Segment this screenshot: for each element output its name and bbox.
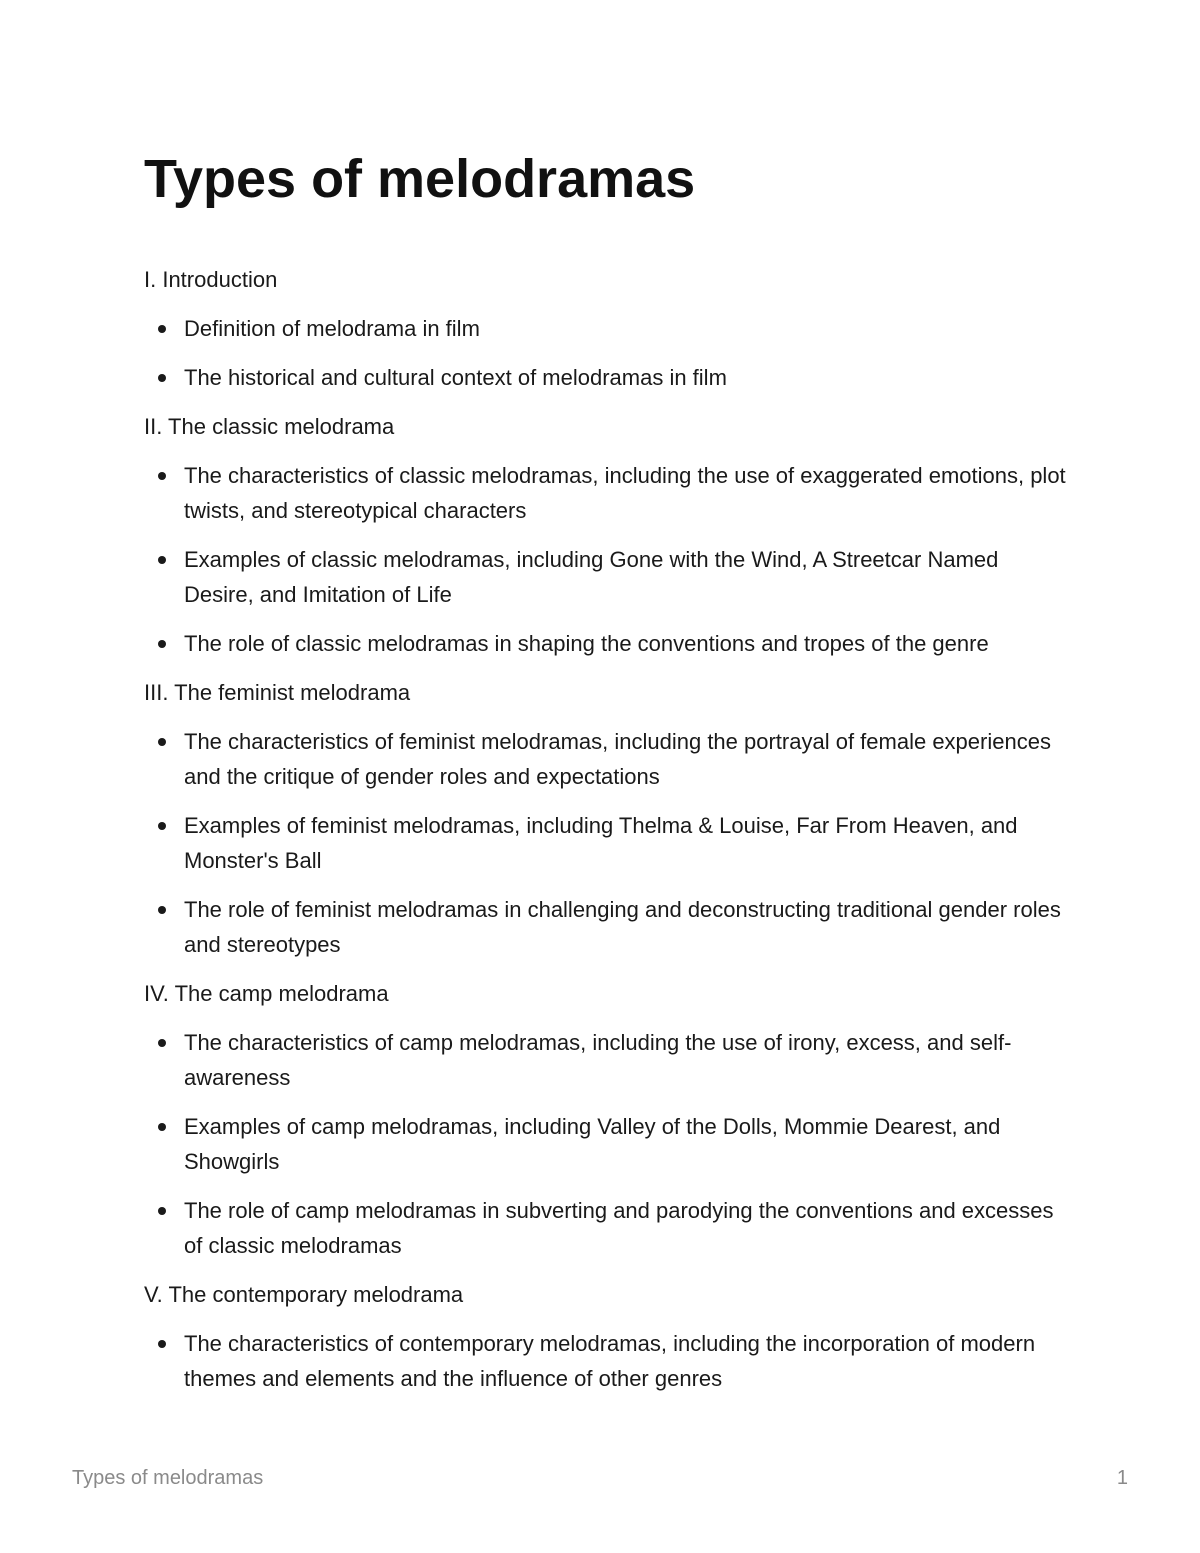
outline	[144, 262, 1074, 1396]
bullet-item	[144, 311, 1074, 346]
bullet-text: The characteristics of contemporary melodramas, including the incorporation of modern themes and elements and the influence of other genres	[184, 1331, 1036, 1391]
bullet-text: Examples of classic melodramas, including Gone with the Wind, A Streetcar Named Desire, and Imitation of Life	[184, 547, 999, 607]
bullet-dot-icon	[158, 556, 166, 564]
outline-section	[144, 976, 1074, 1263]
bullet-text: Examples of camp melodramas, including Valley of the Dolls, Mommie Dearest, and Showgirls	[184, 1114, 1001, 1174]
bullet-text: Definition of melodrama in film	[184, 316, 480, 341]
bullet-list	[144, 1025, 1074, 1263]
outline-section	[144, 1277, 1074, 1396]
footer-document-title: Types of melodramas	[72, 1467, 264, 1489]
bullet-text: The role of feminist melodramas in challenging and deconstructing traditional gender roles and stereotypes	[184, 897, 1061, 957]
bullet-item	[144, 1109, 1074, 1179]
bullet-dot-icon	[158, 1340, 166, 1348]
section-heading: III. The feminist melodrama	[144, 680, 411, 705]
bullet-text: The characteristics of camp melodramas, including the use of irony, excess, and self-awareness	[184, 1030, 1012, 1090]
footer-page-number: 1	[1116, 1467, 1128, 1489]
bullet-item	[144, 1326, 1074, 1396]
page-title: Types of melodramas	[144, 149, 696, 209]
bullet-dot-icon	[158, 738, 166, 746]
bullet-list	[144, 1326, 1074, 1396]
bullet-text: The historical and cultural context of melodramas in film	[184, 365, 727, 390]
document-body	[144, 140, 1074, 1396]
section-heading: V. The contemporary melodrama	[144, 1282, 464, 1307]
section-heading: II. The classic melodrama	[144, 414, 395, 439]
bullet-item	[144, 542, 1074, 612]
bullet-item	[144, 458, 1074, 528]
bullet-item	[144, 360, 1074, 395]
bullet-dot-icon	[158, 374, 166, 382]
section-heading: I. Introduction	[144, 267, 278, 292]
bullet-item	[144, 1025, 1074, 1095]
outline-section	[144, 409, 1074, 661]
bullet-dot-icon	[158, 1039, 166, 1047]
bullet-list	[144, 724, 1074, 962]
outline-section	[144, 262, 1074, 395]
bullet-text: The characteristics of feminist melodramas, including the portrayal of female experiences and the critique of gender roles and expectations	[184, 729, 1051, 789]
bullet-item	[144, 1193, 1074, 1263]
bullet-dot-icon	[158, 906, 166, 914]
bullet-text: Examples of feminist melodramas, including Thelma & Louise, Far From Heaven, and Monster's Ball	[184, 813, 1018, 873]
bullet-text: The role of classic melodramas in shaping the conventions and tropes of the genre	[184, 631, 989, 656]
bullet-list	[144, 458, 1074, 661]
bullet-text: The role of camp melodramas in subverting and parodying the conventions and excesses of classic melodramas	[184, 1198, 1054, 1258]
bullet-item	[144, 626, 1074, 661]
bullet-item	[144, 724, 1074, 794]
bullet-list	[144, 311, 1074, 395]
bullet-dot-icon	[158, 325, 166, 333]
bullet-item	[144, 808, 1074, 878]
bullet-dot-icon	[158, 822, 166, 830]
bullet-item	[144, 892, 1074, 962]
bullet-dot-icon	[158, 1123, 166, 1131]
bullet-text: The characteristics of classic melodramas, including the use of exaggerated emotions, plot twists, and stereotypical characters	[184, 463, 1066, 523]
section-heading: IV. The camp melodrama	[144, 981, 389, 1006]
bullet-dot-icon	[158, 1207, 166, 1215]
bullet-dot-icon	[158, 472, 166, 480]
outline-section	[144, 675, 1074, 962]
bullet-dot-icon	[158, 640, 166, 648]
